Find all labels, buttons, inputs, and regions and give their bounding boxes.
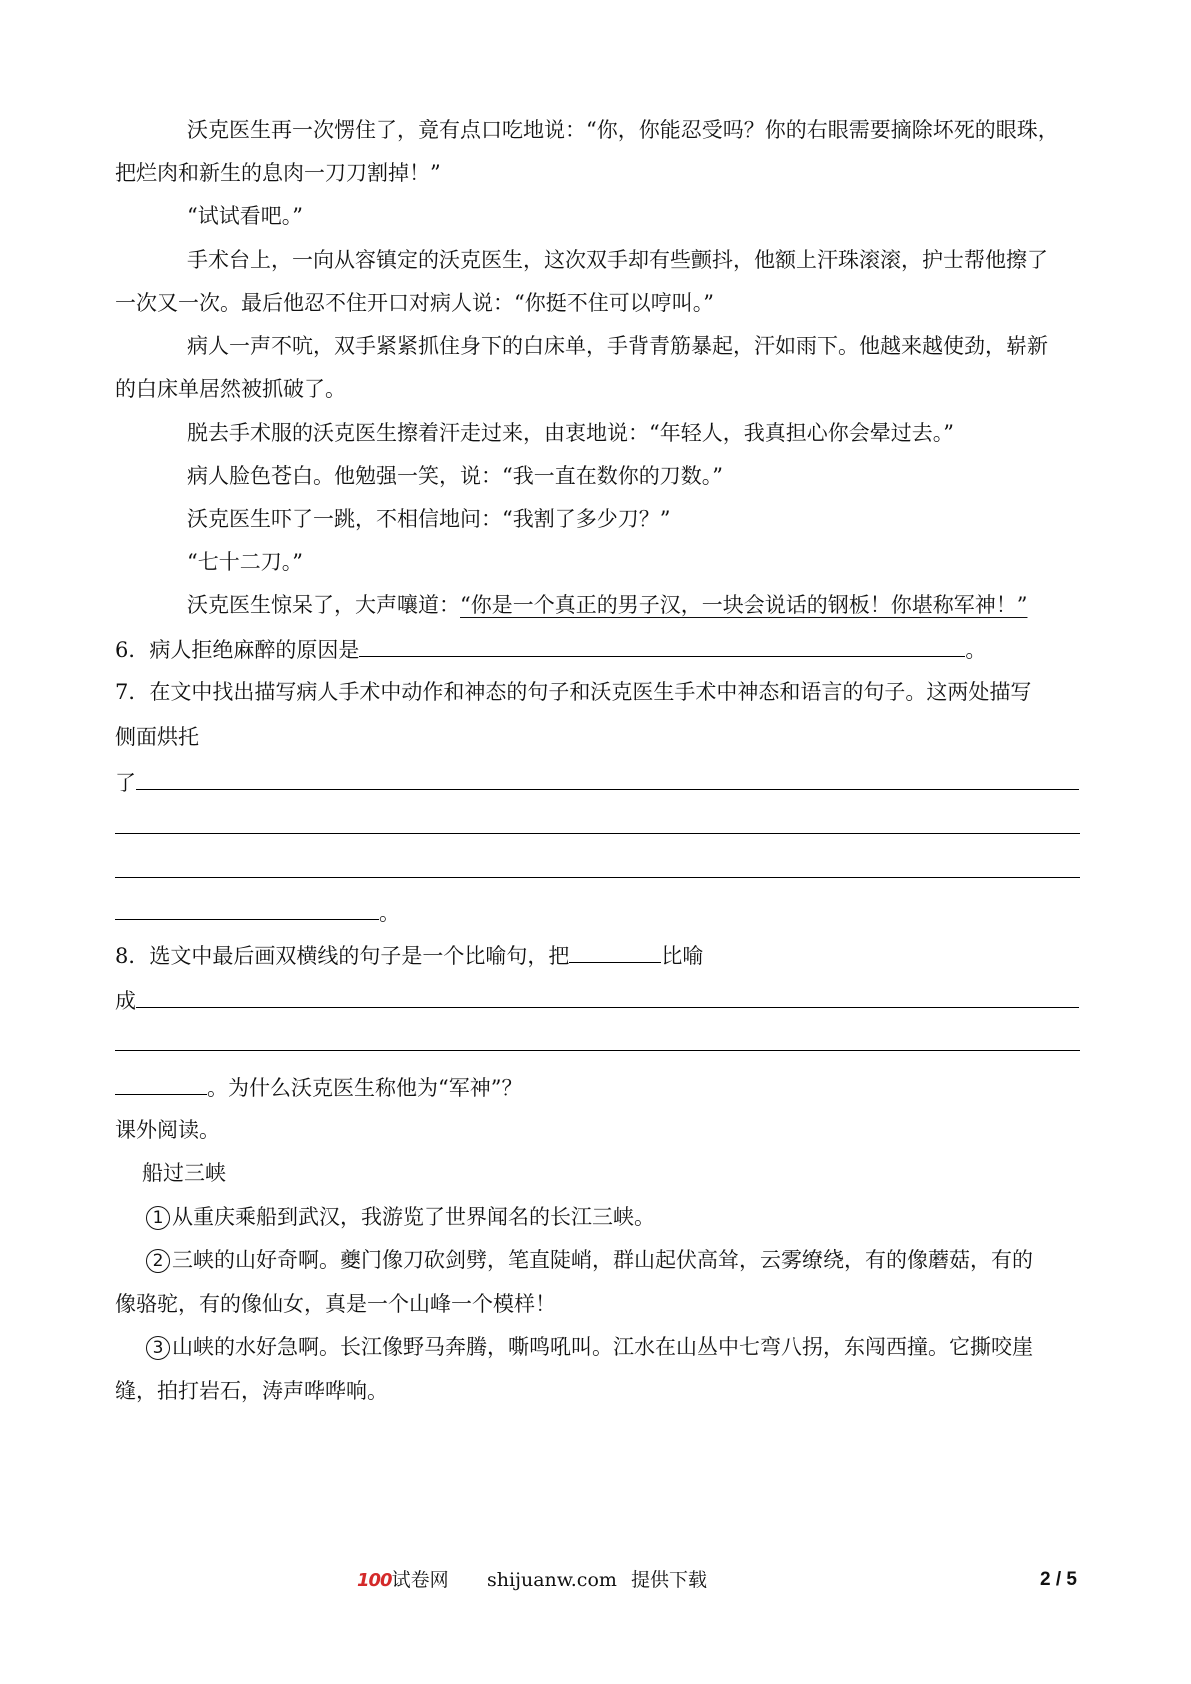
paragraph-text: 三峡的山好奇啊。夔门像刀砍剑劈，笔直陡峭，群山起伏高耸，云雾缭绕，有的像蘑菇，有的 [172,1248,1033,1272]
question-8-continued [115,1072,1080,1102]
reading-title: 船过三峡 [142,1161,226,1185]
passage-paragraph [187,590,1080,620]
footer-download: 提供下载 [631,1569,708,1591]
paragraph-text: 山峡的水好急啊。长江像野马奔腾，嘶鸣吼叫。江水在山丛中七弯八拐，东闯西撞。它撕咬崖 [172,1335,1033,1359]
question-text: 。 [379,901,400,925]
footer-url[interactable]: shijuanw.com [487,1569,617,1591]
reading-paragraph-3-continued: 缝，拍打岩石，涛声哗哗响。 [115,1379,388,1403]
paragraph-text: 从重庆乘船到武汉，我游览了世界闻名的长江三峡。 [172,1205,655,1229]
paragraph-number: 2 [146,1249,170,1273]
question-text: 。为什么沃克医生称他为“军神”？ [207,1076,523,1100]
passage-text: 沃克医生惊呆了，大声嚷道： [187,593,460,617]
answer-blank[interactable] [136,767,1079,790]
answer-blank[interactable] [136,985,1079,1008]
answer-line[interactable] [115,833,1080,834]
answer-line[interactable] [115,1050,1080,1051]
passage-paragraph: 病人脸色苍白。他勉强一笑，说：“我一直在数你的刀数。” [187,464,723,488]
question-7: 7．在文中找出描写病人手术中动作和神态的句子和沃克医生手术中神态和语言的句子。这两处描写 [115,680,1032,704]
underlined-sentence: “你是一个真正的男子汉，一块会说话的钢板！你堪称军神！” [460,593,1028,617]
passage-paragraph: “试试看吧。” [187,204,303,228]
site-logo-icon: 100 [357,1570,392,1591]
passage-paragraph: 病人一声不吭，双手紧紧抓住身下的白床单，手背青筋暴起，汗如雨下。他越来越使劲，崭新 [187,334,1048,358]
site-name: 试卷网 [391,1569,449,1591]
question-8-continued [115,985,1080,1015]
question-text: 比喻 [661,944,704,968]
reading-paragraph-2-continued: 像骆驼，有的像仙女，真是一个山峰一个模样！ [115,1292,556,1316]
question-text: 8．选文中最后画双横线的句子是一个比喻句，把 [115,944,570,968]
passage-paragraph: 手术台上，一向从容镇定的沃克医生，这次双手却有些颤抖，他额上汗珠滚滚，护士帮他擦了 [187,248,1048,272]
paragraph-number: 1 [146,1206,170,1230]
passage-paragraph-continued: 把烂肉和新生的息肉一刀刀割掉！” [115,161,441,185]
answer-blank[interactable] [359,634,965,657]
answer-line[interactable] [115,877,1080,878]
passage-paragraph-continued: 的白床单居然被抓破了。 [115,377,346,401]
paragraph-number: 3 [146,1336,170,1360]
passage-paragraph: 沃克医生再一次愣住了，竟有点口吃地说：“你，你能忍受吗？你的右眼需要摘除坏死的眼珠， [187,118,1059,142]
question-text: 。 [965,638,987,662]
section-heading: 课外阅读。 [115,1118,220,1142]
question-text: 6．病人拒绝麻醉的原因是 [115,638,360,662]
reading-paragraph-3 [146,1332,1080,1362]
passage-paragraph-continued: 一次又一次。最后他忍不住开口对病人说：“你挺不住可以哼叫。” [115,291,714,315]
reading-paragraph-2 [146,1245,1080,1275]
footer-brand [357,1565,449,1595]
passage-paragraph: “七十二刀。” [187,550,303,574]
reading-paragraph-1 [146,1202,1080,1232]
question-7-continued: 侧面烘托 [115,725,199,749]
answer-blank[interactable] [115,897,379,920]
question-6 [115,634,1080,664]
question-text: 了 [115,771,136,795]
answer-line-final [115,897,1080,927]
passage-paragraph: 脱去手术服的沃克医生擦着汗走过来，由衷地说：“年轻人，我真担心你会晕过去。” [187,421,954,445]
question-7-continued [115,767,1080,797]
answer-blank[interactable] [115,1072,207,1095]
answer-blank[interactable] [569,940,661,963]
passage-paragraph: 沃克医生吓了一跳，不相信地问：“我割了多少刀？” [187,507,671,531]
question-text: 成 [115,989,136,1013]
page-number: 2 / 5 [1040,1569,1077,1590]
question-8 [115,940,1080,970]
